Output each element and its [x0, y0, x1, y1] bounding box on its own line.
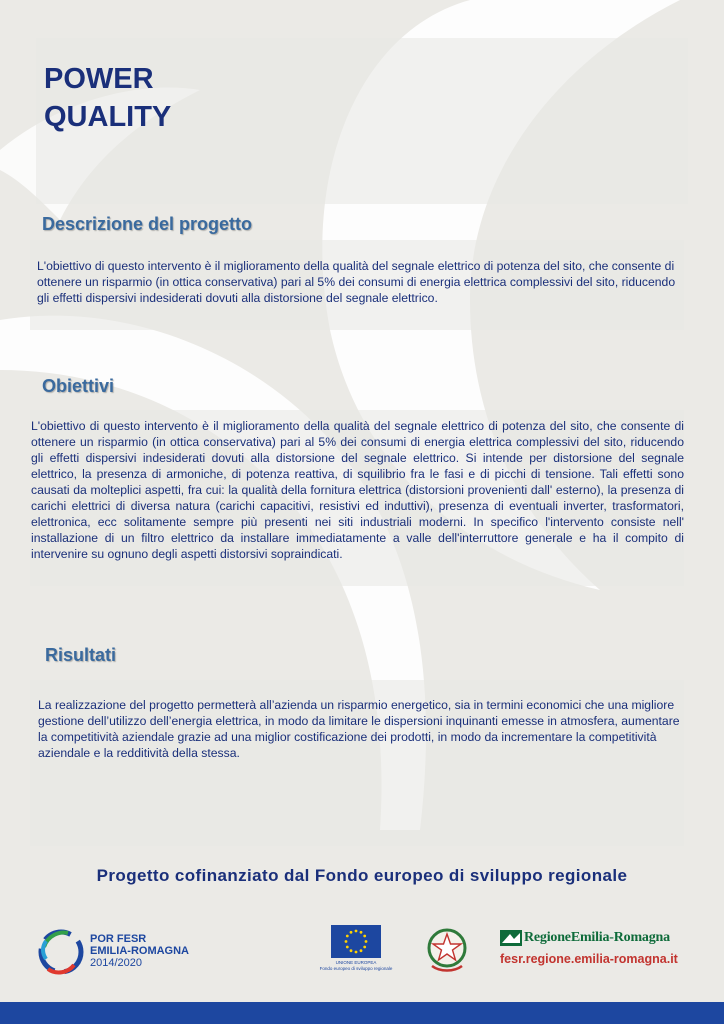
section-heading-results: Risultati	[45, 645, 117, 665]
por-fesr-text	[90, 933, 189, 969]
eu-logo	[310, 925, 402, 979]
eu-caption-name: UNIONE EUROPEA	[335, 960, 377, 965]
objectives-body: L'obiettivo di questo intervento è il miglioramento della qualità del segnale elettrico di potenza del sito, che consente di ottenere un risparmio (in ottica conservativa) pari al 5% dei consumi di energia elettrica complessivi del sito, riducendo gli effetti dispersivi indesiderati dovuti alla distorsione del segnale elettrico. Si intende per distorsione del segnale elettrico, la presenza di armoniche, di potenza reattiva, di squilibrio fra le fasi e di picchi di tensione. Tali effetti sono causati da molteplici aspetti, fra cui: la qualità della fornitura elettrica (distorsioni provenienti dall' esterno), la presenza di carichi elettrici di diversa natura (carichi capacitivi, resistivi ed induttivi), presenza di eventuali inverter, trasformatori, elettronica, ecc solitamente sempre più presenti nei siti industriali moderni. In specifico l'intervento consiste nell' installazione di un filtro elettrico da installare immediatamente a valle dell'interruttore generale e ha il compito di intervenire su ognuno degli aspetti distorsivi sopraindicati.	[31, 419, 684, 561]
por-fesr-line1: POR FESR	[90, 933, 147, 945]
eu-caption-fund: Fondo europeo di sviluppo regionale	[319, 966, 393, 971]
regione-website-link[interactable]: fesr.regione.emilia-romagna.it	[500, 952, 678, 966]
page-title	[44, 60, 171, 136]
page-title-line1: POWER	[44, 63, 154, 95]
description-body: L'obiettivo di questo intervento è il miglioramento della qualità del segnale elettrico di potenza del sito, che consente di ottenere un risparmio (in ottica conservativa) pari al 5% dei consumi di energia elettrica complessivi del sito, riducendo gli effetti dispersivi indesiderati dovuti alla distorsione del segnale elettrico.	[37, 259, 676, 305]
section-heading-description: Descrizione del progetto	[42, 214, 253, 234]
italian-republic-emblem-icon	[424, 926, 470, 976]
cofinancing-statement: Progetto cofinanziato dal Fondo europeo di sviluppo regionale	[96, 866, 628, 885]
regione-name: RegioneEmilia-Romagna	[524, 930, 670, 945]
section-heading-objectives: Obiettivi	[42, 376, 115, 396]
footer-color-bar	[0, 1002, 724, 1024]
por-fesr-swirl-icon	[34, 925, 88, 979]
results-body: La realizzazione del progetto permetterà all’azienda un risparmio energetico, sia in termini economici che una migliore gestione dell’utilizzo dell’energia elettrica, in modo da limitare le dispersioni inquinanti emesse in atmosfera, aumentare la competitività aziendale grazie ad una miglior costificazione dei prodotti, in modo da incrementare la competitività aziendale e la redditività della stessa.	[38, 698, 680, 760]
regione-flag-icon	[500, 930, 522, 946]
eu-flag-icon	[331, 925, 381, 958]
page-title-line2: QUALITY	[44, 101, 172, 133]
por-fesr-line2: EMILIA-ROMAGNA	[90, 945, 189, 957]
regione-emilia-romagna-logo	[500, 930, 690, 974]
por-fesr-years: 2014/2020	[90, 957, 142, 969]
por-fesr-logo	[34, 925, 204, 979]
